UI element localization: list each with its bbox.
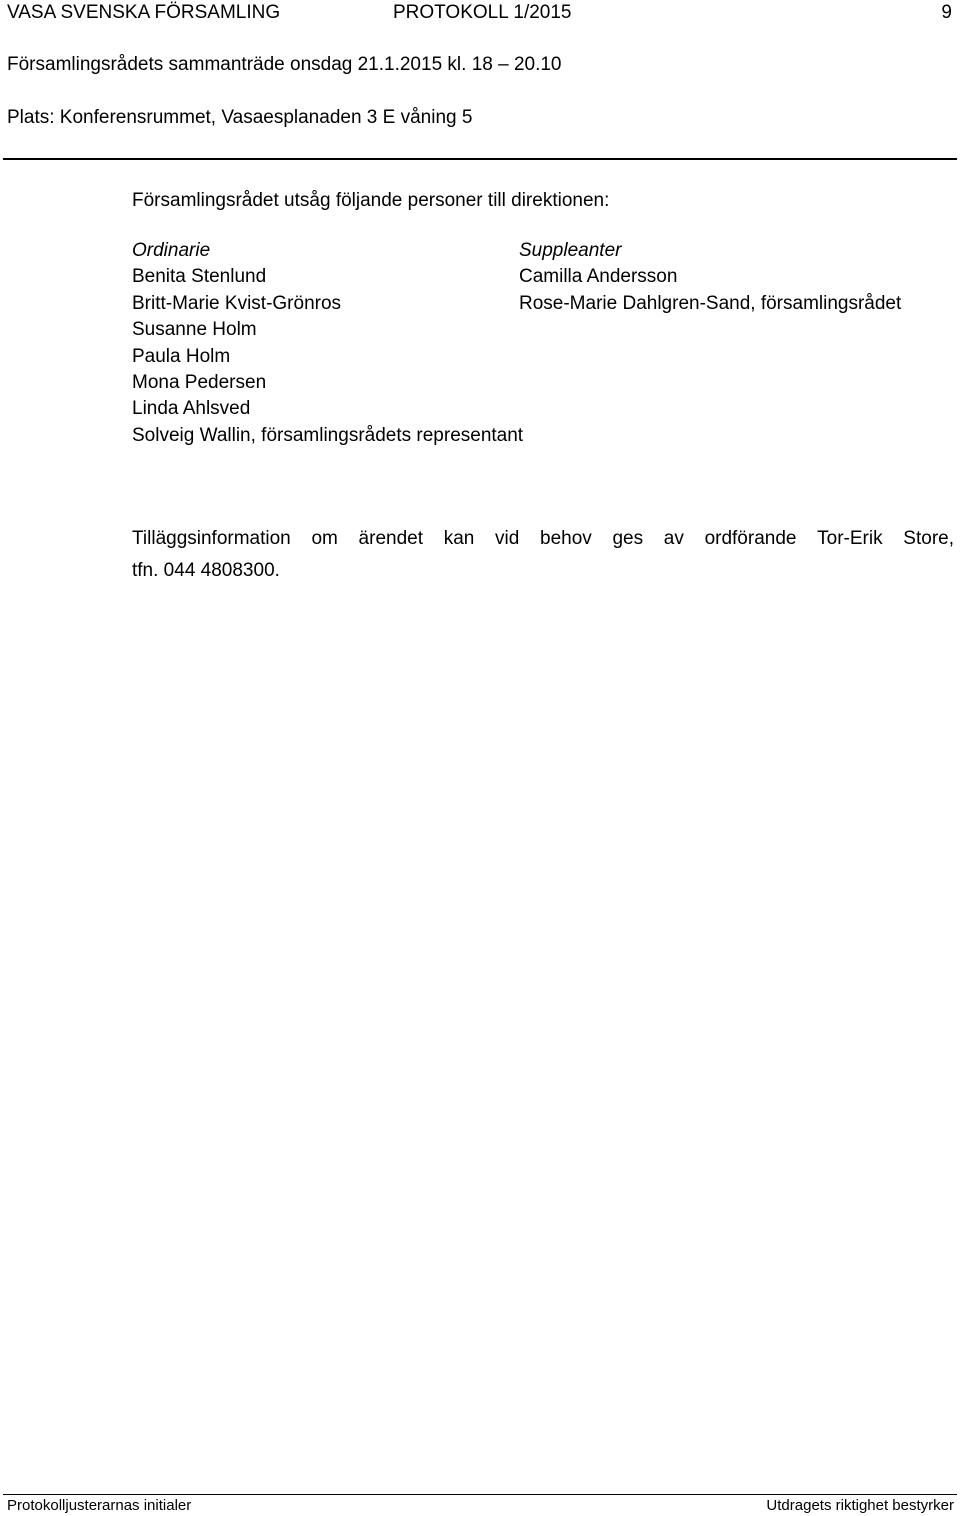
additional-info-line (132, 528, 954, 550)
info-word: ges (612, 528, 644, 549)
suppleanter-heading: Suppleanter (519, 240, 622, 261)
info-word: behov (540, 528, 592, 549)
ordinarie-heading: Ordinarie (132, 240, 211, 261)
list-item: Mona Pedersen (132, 372, 267, 394)
list-item: Linda Ahlsved (132, 398, 251, 420)
info-word: ordförande (704, 528, 797, 549)
info-word: Store, (903, 528, 954, 549)
info-word: ärendet (358, 528, 423, 549)
info-word: Tilläggsinformation (132, 528, 291, 549)
footer-certification-label: Utdragets riktighet bestyrker (766, 1497, 954, 1514)
list-item: Britt-Marie Kvist-Grönros (132, 292, 342, 314)
additional-info-phone: tfn. 044 4808300. (132, 560, 280, 581)
page-number: 9 (941, 2, 952, 23)
footer-divider (3, 1494, 957, 1495)
intro-text: Församlingsrådet utsåg följande personer till direktionen: (132, 190, 610, 211)
ordinarie-column (132, 238, 523, 449)
info-word: om (311, 528, 338, 549)
info-word: vid (495, 528, 520, 549)
organization-name: VASA SVENSKA FÖRSAMLING (7, 2, 281, 23)
list-item: Rose-Marie Dahlgren-Sand, församlingsrådet (519, 292, 902, 314)
list-item: Camilla Andersson (519, 266, 678, 288)
info-word: kan (443, 528, 475, 549)
list-item: Paula Holm (132, 345, 231, 367)
meeting-info: Församlingsrådets sammanträde onsdag 21.1.2015 kl. 18 – 20.10 (7, 54, 562, 75)
list-item: Solveig Wallin, församlingsrådets representant (132, 424, 524, 446)
footer-initials-label: Protokolljusterarnas initialer (7, 1497, 192, 1514)
meeting-location: Plats: Konferensrummet, Vasaesplanaden 3 E våning 5 (7, 107, 473, 128)
list-item: Benita Stenlund (132, 266, 267, 288)
suppleanter-column (519, 238, 901, 317)
protocol-number: PROTOKOLL 1/2015 (393, 2, 572, 23)
info-word: Tor-Erik (817, 528, 883, 549)
list-item: Susanne Holm (132, 319, 257, 341)
header-divider (3, 158, 957, 160)
info-word: av (663, 528, 684, 549)
